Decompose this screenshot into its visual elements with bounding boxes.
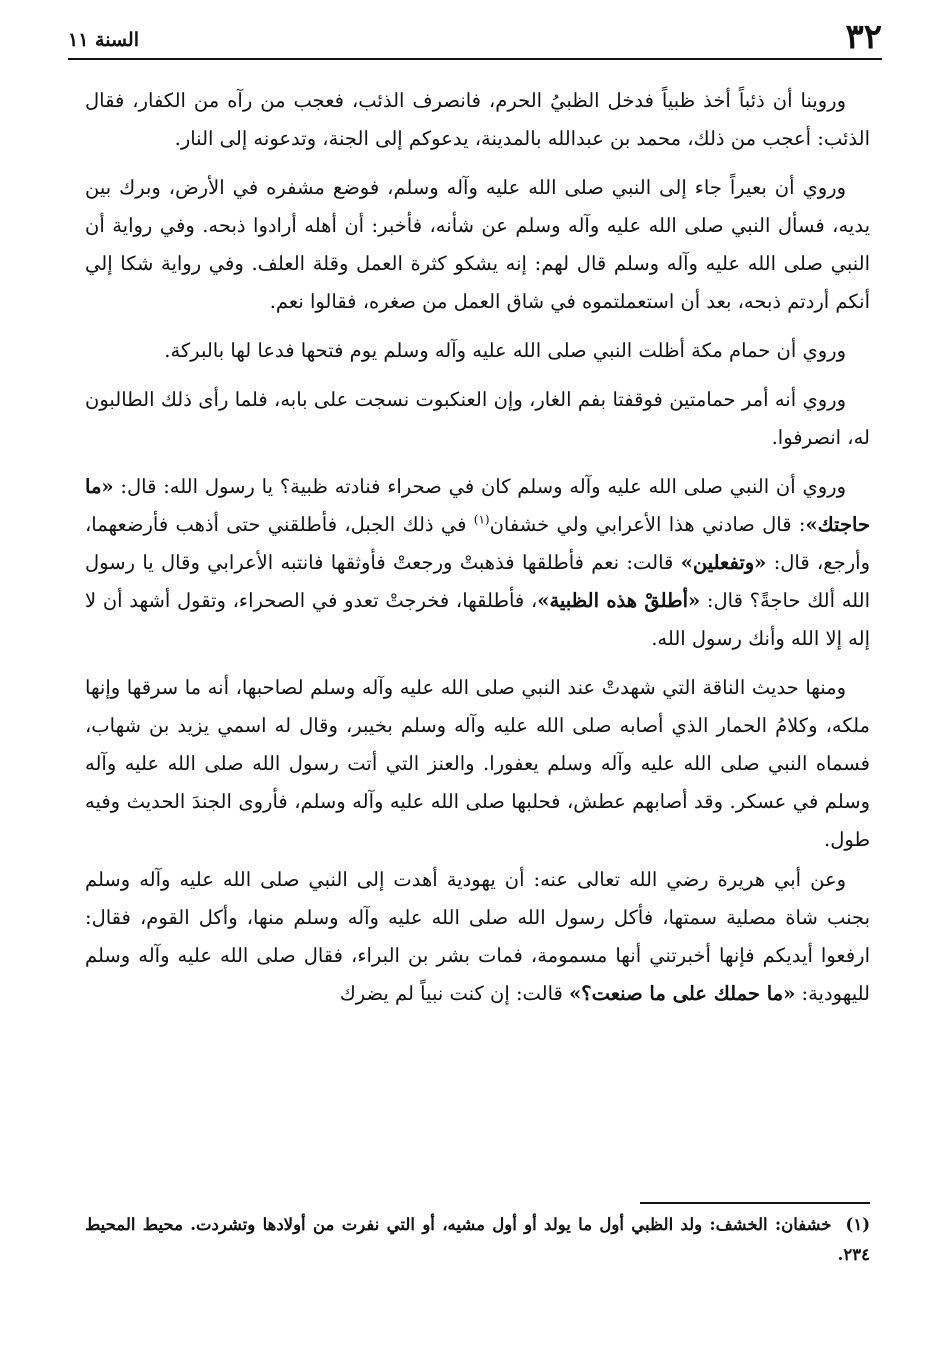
body-text xyxy=(85,82,870,1024)
footnote xyxy=(85,1210,870,1270)
paragraph-gazelle: وروي أن النبي صلى الله عليه وآله وسلم كان في صحراء فنادته ظبية؟ يا رسول الله: قال: «ما حاجتك»: قال صادني هذا الأعرابي ولي خشفان$^{(١)}$ في ذلك الجبل، فأطلقني حتى أذهب فأرضعهما، وأرجع، قال: «وتفعلين» قالت: نعم فأطلقها فذهبتْ ورجعتْ فأوثقها فانتبه الأعرابي وقال يا رسول الله ألك حاجةً؟ قال: «أطلقْ هذه الظبية»، فأطلقها، فخرجتْ تعدو في الصحراء، وتقول أشهد أن لا إله إلا الله وأنك رسول الله. xyxy=(85,475,870,650)
paragraph-doves-mecca: وروي أن حمام مكة أظلت النبي صلى الله عليه وآله وسلم يوم فتحها فدعا لها بالبركة. xyxy=(164,339,846,362)
paragraph-poisoned-sheep: وعن أبي هريرة رضي الله تعالى عنه: أن يهودية أهدت إلى النبي صلى الله عليه وآله وسلم بجنب شاة مصلية سمتها، فأكل رسول الله صلى الله عليه وآله وسلم منها، وأكل القوم، فقال: ارفعوا أيديكم فإنها أخبرتني أنها مسمومة، فمات بشر بن البراء، فقال صلى الله عليه وآله وسلم لليهودية: «ما حملك على ما صنعت؟» قالت: إن كنت نبياً لم يضرك xyxy=(85,868,870,1005)
quote-release-gazelle: «أطلقْ هذه الظبية» xyxy=(537,589,701,612)
paragraph-she-camel: ومنها حديث الناقة التي شهدتْ عند النبي صلى الله عليه وآله وسلم لصاحبها، أنه ما سرقها وإنها ملكه، وكلامُ الحمار الذي أصابه صلى الله عليه وآله وسلم بخيبر، وقال له اسمي يزيد بن شهاب، فسماه النبي صلى الله عليه وآله وسلم يعفورا. والعنز التي أتت رسول الله صلى الله عليه وآله وسلم في عسكر. وقد أصابهم عطش، فحلبها صلى الله عليه وآله وسلم، فأروى الجندَ الحديث وفيه طول. xyxy=(85,676,870,851)
page-number: ٣٢ xyxy=(845,17,882,57)
footnote-ref: (١) xyxy=(473,512,490,527)
page-header xyxy=(68,18,882,60)
footnote-text: خشفان: الخشف: ولد الظبي أول ما يولد أو أول مشيه، أو التي نفرت من أولادها وتشردت. محيط المحيط ٢٣٤. xyxy=(85,1215,870,1264)
running-head: السنة ١١ xyxy=(68,29,139,51)
paragraph-camel-complaint: وروي أن بعيراً جاء إلى النبي صلى الله عليه وآله وسلم، فوضع مشفره في الأرض، وبرك بين يديه، فسأل النبي صلى الله عليه وآله وسلم عن شأنه، فأخبر: أن أهله أرادوا ذبحه. وفي رواية أن النبي صلى الله عليه وآله وسلم قال لهم: إنه يشكو كثرة العمل وقلة العلف. وفي رواية شكا إلي أنكم أردتم ذبحه، بعد أن استعملتموه في شاق العمل من صغره، فقالوا نعم. xyxy=(85,176,870,313)
footnote-divider xyxy=(640,1202,870,1204)
quote-will-you: «وتفعلين» xyxy=(680,551,767,574)
quote-what-need: «ما حاجتك» xyxy=(85,475,870,536)
paragraph-wolf: وروينا أن ذئباً أخذ ظبياً فدخل الظبيُ الحرم، فانصرف الذئب، فعجب من رآه من الكفار، فقال الذئب: أعجب من ذلك، محمد بن عبدالله بالمدينة، يدعوكم إلى الجنة، وتدعونه إلى النار. xyxy=(85,89,870,150)
paragraph-cave: وروي أنه أمر حمامتين فوقفتا بفم الغار، وإن العنكبوت نسجت على بابه، فلما رأى ذلك الطالبون له، انصرفوا. xyxy=(85,388,870,449)
footnote-number: (١) xyxy=(845,1215,870,1234)
quote-what-made-you: «ما حملك على ما صنعت؟» xyxy=(569,982,796,1005)
